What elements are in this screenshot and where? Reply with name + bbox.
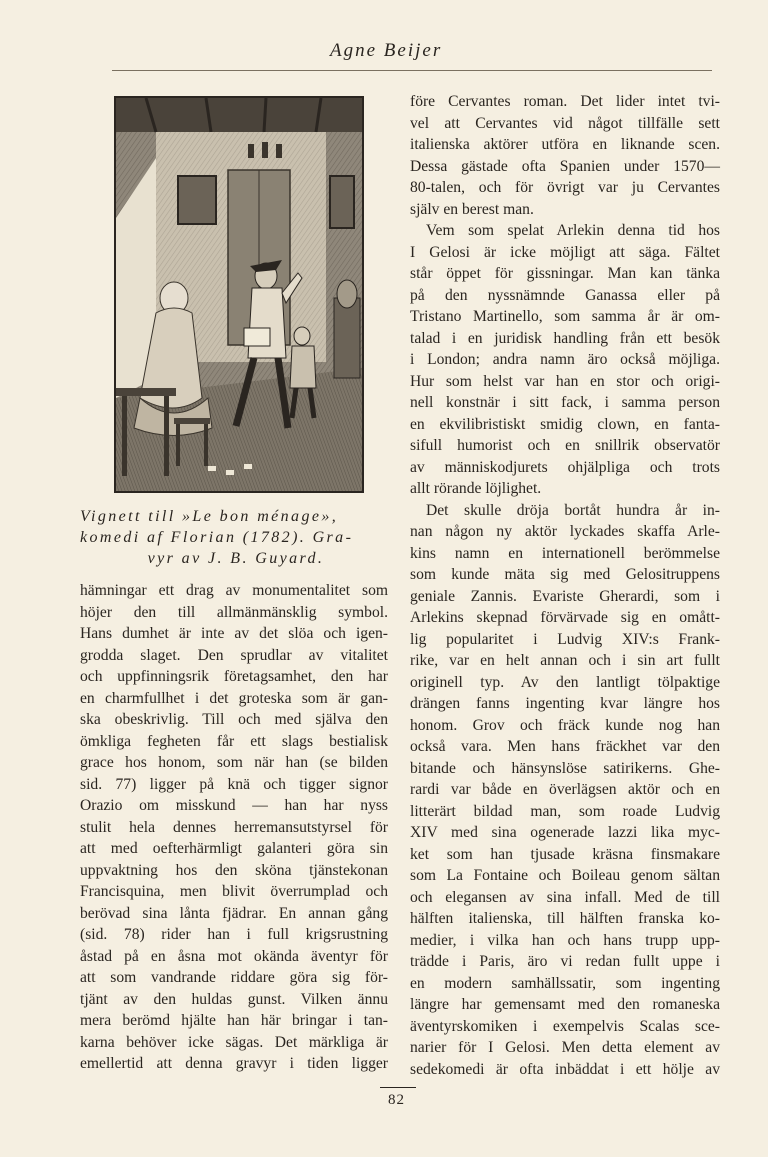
text-line: rardi var både en överlägsen aktör och en xyxy=(410,781,720,798)
text-line: grodda slaget. Den sprudlar av vitalitet xyxy=(80,646,388,664)
text-line: medier, i vilka han och hans trupp upp- xyxy=(410,931,720,949)
text-line: stulit hela dennes herremansutstyrsel för xyxy=(80,818,388,836)
text-line: Tristano Martinello, som samma år är om- xyxy=(410,308,720,325)
engraving-illustration xyxy=(114,96,364,493)
illustration-caption xyxy=(80,506,392,569)
text-line: Det skulle dröja bortåt hundra år in- xyxy=(426,501,720,519)
text-line: Arlekins skepnad förvärvade sig en omått- xyxy=(410,609,720,626)
text-line: av människodjurets ohjälpliga och trots xyxy=(410,458,720,476)
text-line: som La Fontaine och Boileau genom sältan xyxy=(410,867,720,884)
text-line: själv en berest man. xyxy=(410,200,534,218)
text-line: ket som han tjusade kräsna finsmakare xyxy=(410,845,720,863)
text-line: talad i en juridisk handling från ett besök xyxy=(410,329,720,347)
text-line: lig popularitet i Ludvig XIV:s Frank- xyxy=(410,630,720,648)
text-line: sid. 77) ligger på knä och tigger signor xyxy=(80,775,388,793)
text-line: Hur som helst var han en stor och origi- xyxy=(410,372,720,390)
text-line: I Gelosi är icke möjligt att säga. Fältet xyxy=(410,243,720,261)
text-line: och uppfinningsrik företagsamhet, den har xyxy=(80,668,388,685)
text-line: kins namn en internationell berömmelse xyxy=(410,544,720,562)
text-line: (sid. 78) rider han i full krigsrustning xyxy=(80,926,388,943)
text-line: att som vandrande riddare göra sig för- xyxy=(80,969,388,986)
text-line: litterärt bildad man, som roade Ludvig xyxy=(410,802,720,820)
text-line: honom. Grov och fräck kunde nog han xyxy=(410,716,720,734)
text-line: berövad sina lånta fjädrar. En annan gång xyxy=(80,904,388,922)
text-line: också vara. Men hans fräckhet var den xyxy=(410,738,720,755)
text-line: före Cervantes roman. Det lider intet tvi- xyxy=(410,93,720,110)
text-line: 80-talen, och för övrigt var ju Cervantes xyxy=(410,179,720,196)
text-line: nell konstnär i sitt fack, i samma person xyxy=(410,394,720,411)
text-line: en modern samhällssatir, som ingenting xyxy=(410,974,720,992)
text-line: mera berömd hjälte han här bringar i tan- xyxy=(80,1012,388,1029)
text-line: hälften italienska, till hälften franska ko- xyxy=(410,910,720,927)
text-line: sedekomedi är ofta inbäddat i ett hölje av xyxy=(410,1060,720,1078)
text-line: emellertid att denna gravyr i tiden ligger xyxy=(80,1055,388,1072)
text-line: ömkliga fegheten får ett slags bestialisk xyxy=(80,732,388,750)
text-line: åstad på en åsna mot okända äventyr för xyxy=(80,947,388,965)
caption-line: komedi af Florian (1782). Gra- xyxy=(80,529,354,546)
text-line: geniale Zannis. Evariste Gherardi, som i xyxy=(410,587,720,605)
text-line: står öppet för gissningar. Man kan tänka xyxy=(410,265,720,282)
text-line: nan någon ny aktör lyckades skaffa Arle- xyxy=(410,523,720,540)
text-line: bitande och hänsynslöse satirikerns. Ghe- xyxy=(410,759,720,777)
text-line: Orazio om misskund — han har nyss xyxy=(80,797,388,814)
text-line: ska obeskrivlig. Till och med själva den xyxy=(80,711,388,728)
text-line: Vem som spelat Arlekin denna tid hos xyxy=(426,222,720,239)
text-line: en ekvilibristiskt smidig clown, en fanta- xyxy=(410,415,720,433)
text-line: sifull humorist och en snillrik observatör xyxy=(410,437,720,454)
text-line: vel att Cervantes vid något tillfälle sett xyxy=(410,114,720,132)
text-line: grace hos honom, som när han (se bilden xyxy=(80,754,388,771)
text-line: uppvaktning hos den sköna tjänstekonan xyxy=(80,861,388,879)
text-line: rike, var en helt annan och i sin art fullt xyxy=(410,652,720,669)
right-text-column xyxy=(410,91,720,1080)
text-line: trädde i Paris, äro vi redan fullt uppe i xyxy=(410,953,720,970)
text-line: äventyrskomiken i exempelvis Scalas sce- xyxy=(410,1017,720,1035)
text-line: drängen fanns ingenting kvar längre hos xyxy=(410,695,720,712)
text-line: karna behöver icke sägas. Det märkliga är xyxy=(80,1033,388,1051)
caption-line: vyr av J. B. Guyard. xyxy=(147,550,325,567)
text-line: allt rörande löjlighet. xyxy=(410,480,542,497)
text-line: att med oefterhärmligt galanteri göra sin xyxy=(80,840,388,857)
text-line: en charmfullhet i det groteska som är gan- xyxy=(80,689,388,707)
page-number: 82 xyxy=(388,1092,405,1108)
text-line: längre har gemensamt med den romaneska xyxy=(410,996,720,1013)
running-header: Agne Beijer xyxy=(330,40,443,61)
header-rule xyxy=(112,70,712,71)
text-line: XIV med sina ogenerade lazzi lika myc- xyxy=(410,824,720,841)
folio-rule xyxy=(380,1087,416,1088)
text-line: italienska aktörer utföra en liknande scen. xyxy=(410,136,720,153)
text-line: Francisquina, men blivit överrumplad och xyxy=(80,883,388,900)
text-line: på den nyssnämnde Ganassa eller på xyxy=(410,286,720,304)
text-line: i London; andra namn äro också möjliga. xyxy=(410,351,720,368)
engraving-image-icon xyxy=(116,98,362,491)
text-line: som kunde mäta sig med Gelositruppens xyxy=(410,566,720,583)
text-line: och elegansen av sina infall. Med de till xyxy=(410,888,720,906)
text-line: tjänt av den huldas gunst. Vilken ännu xyxy=(80,990,388,1008)
text-line: höjer den till allmänmänsklig symbol. xyxy=(80,603,388,621)
text-line: originell typ. Av den lantligt tölpaktige xyxy=(410,673,720,691)
text-line: hämningar ett drag av monumentalitet som xyxy=(80,582,388,599)
caption-line: Vignett till »Le bon ménage», xyxy=(80,508,339,525)
text-line: Dessa gästade ofta Spanien under 1570— xyxy=(410,157,720,175)
text-line: Hans dumhet är inte av det slöa och igen- xyxy=(80,625,388,642)
text-line: narier för I Gelosi. Men detta element av xyxy=(410,1039,720,1056)
left-text-column xyxy=(80,580,388,1075)
